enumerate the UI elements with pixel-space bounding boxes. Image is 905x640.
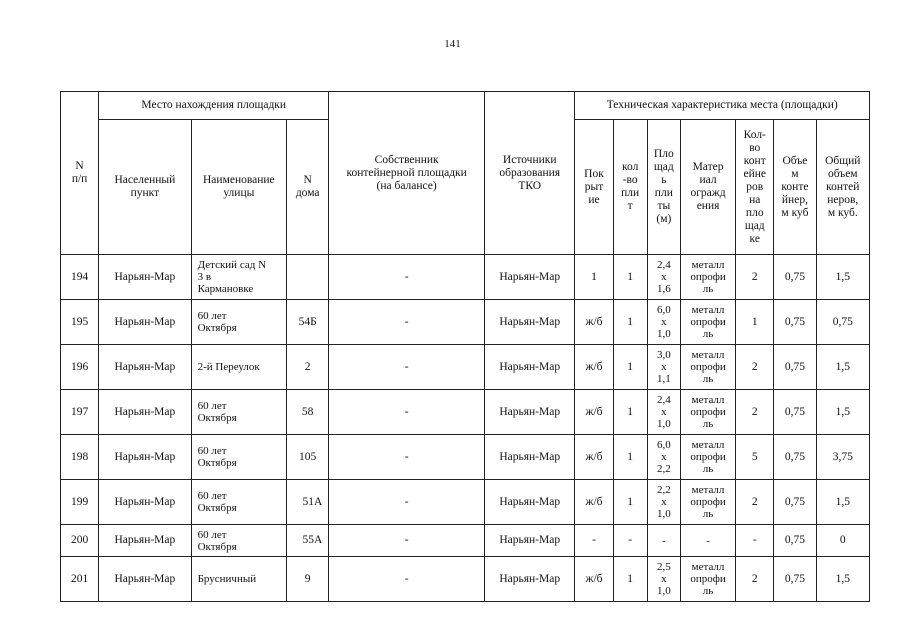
header-tech-group: Техническая характеристика места (площадки) (575, 92, 870, 120)
cell-house: 58 (287, 390, 329, 435)
header-num: N п/п (61, 92, 99, 255)
cell-containers: 2 (736, 345, 774, 390)
cell-house (287, 255, 329, 300)
header-fence-material: Матер иал огражд ения (680, 120, 735, 255)
cell-fence: металл опрофи ль (680, 255, 735, 300)
header-volume: Объе м конте йнер, м куб (774, 120, 816, 255)
cell-source: Нарьян-Мар (485, 255, 575, 300)
cell-fence: металл опрофи ль (680, 300, 735, 345)
cell-area: 2,4 х 1,0 (647, 390, 680, 435)
cell-num: 197 (61, 390, 99, 435)
cell-volume: 0,75 (774, 255, 816, 300)
cell-cover: - (575, 525, 613, 557)
cell-total: 1,5 (816, 255, 869, 300)
table-row (61, 435, 870, 480)
cell-street: 2-й Переулок (191, 345, 286, 390)
cell-fence: металл опрофи ль (680, 480, 735, 525)
table-row (61, 390, 870, 435)
cell-fence: металл опрофи ль (680, 557, 735, 602)
header-slab-area: Пло щад ь пли ты (м) (647, 120, 680, 255)
cell-source: Нарьян-Мар (485, 557, 575, 602)
header-settlement: Населенный пункт (99, 120, 191, 255)
cell-fence: - (680, 525, 735, 557)
cell-volume: 0,75 (774, 300, 816, 345)
cell-owner: - (329, 300, 485, 345)
cell-area: 2,5 х 1,0 (647, 557, 680, 602)
cell-cover: ж/б (575, 390, 613, 435)
cell-street: 60 лет Октября (191, 480, 286, 525)
cell-slabs: 1 (613, 435, 647, 480)
cell-num: 201 (61, 557, 99, 602)
cell-house: 2 (287, 345, 329, 390)
page-number: 141 (444, 38, 461, 50)
cell-containers: 2 (736, 480, 774, 525)
cell-settlement: Нарьян-Мар (99, 390, 191, 435)
header-location-group: Место нахождения площадки (99, 92, 329, 120)
cell-volume: 0,75 (774, 390, 816, 435)
cell-total: 1,5 (816, 345, 869, 390)
cell-owner: - (329, 345, 485, 390)
cell-settlement: Нарьян-Мар (99, 345, 191, 390)
cell-slabs: 1 (613, 480, 647, 525)
cell-settlement: Нарьян-Мар (99, 480, 191, 525)
cell-num: 198 (61, 435, 99, 480)
cell-containers: - (736, 525, 774, 557)
table-row (61, 345, 870, 390)
cell-slabs: 1 (613, 557, 647, 602)
cell-source: Нарьян-Мар (485, 345, 575, 390)
cell-total: 0,75 (816, 300, 869, 345)
cell-cover: ж/б (575, 480, 613, 525)
cell-street: 60 лет Октября (191, 435, 286, 480)
cell-total: 0 (816, 525, 869, 557)
table-row (61, 557, 870, 602)
cell-num: 195 (61, 300, 99, 345)
cell-street: 60 лет Октября (191, 390, 286, 435)
cell-containers: 2 (736, 557, 774, 602)
cell-volume: 0,75 (774, 345, 816, 390)
cell-volume: 0,75 (774, 557, 816, 602)
cell-owner: - (329, 390, 485, 435)
cell-volume: 0,75 (774, 480, 816, 525)
header-sources: Источники образования ТКО (485, 92, 575, 255)
cell-area: - (647, 525, 680, 557)
cell-slabs: 1 (613, 300, 647, 345)
header-slabs-count: кол -во пли т (613, 120, 647, 255)
cell-total: 3,75 (816, 435, 869, 480)
cell-house: 9 (287, 557, 329, 602)
cell-house: 105 (287, 435, 329, 480)
cell-source: Нарьян-Мар (485, 480, 575, 525)
cell-owner: - (329, 525, 485, 557)
cell-num: 196 (61, 345, 99, 390)
cell-house: 55А (287, 525, 329, 557)
cell-street: 60 лет Октября (191, 300, 286, 345)
cell-cover: 1 (575, 255, 613, 300)
cell-street: Брусничный (191, 557, 286, 602)
cell-total: 1,5 (816, 390, 869, 435)
cell-house: 54Б (287, 300, 329, 345)
cell-volume: 0,75 (774, 435, 816, 480)
cell-settlement: Нарьян-Мар (99, 255, 191, 300)
cell-cover: ж/б (575, 300, 613, 345)
cell-settlement: Нарьян-Мар (99, 435, 191, 480)
cell-house: 51А (287, 480, 329, 525)
table-row (61, 525, 870, 557)
cell-street: Детский сад N 3 в Кармановке (191, 255, 286, 300)
cell-fence: металл опрофи ль (680, 435, 735, 480)
header-cover: Пок рыт ие (575, 120, 613, 255)
cell-street: 60 лет Октября (191, 525, 286, 557)
cell-area: 6,0 х 2,2 (647, 435, 680, 480)
cell-settlement: Нарьян-Мар (99, 557, 191, 602)
cell-slabs: - (613, 525, 647, 557)
cell-settlement: Нарьян-Мар (99, 300, 191, 345)
table-row (61, 300, 870, 345)
header-street: Наименование улицы (191, 120, 286, 255)
cell-num: 200 (61, 525, 99, 557)
cell-num: 194 (61, 255, 99, 300)
cell-source: Нарьян-Мар (485, 300, 575, 345)
cell-containers: 2 (736, 390, 774, 435)
cell-num: 199 (61, 480, 99, 525)
cell-slabs: 1 (613, 345, 647, 390)
cell-slabs: 1 (613, 390, 647, 435)
cell-cover: ж/б (575, 345, 613, 390)
cell-containers: 2 (736, 255, 774, 300)
header-containers-count: Кол- во конт ейне ров на пло щад ке (736, 120, 774, 255)
table-row (61, 255, 870, 300)
cell-cover: ж/б (575, 557, 613, 602)
cell-source: Нарьян-Мар (485, 525, 575, 557)
cell-area: 2,4 х 1,6 (647, 255, 680, 300)
cell-source: Нарьян-Мар (485, 390, 575, 435)
header-total-volume: Общий объем контей неров, м куб. (816, 120, 869, 255)
cell-cover: ж/б (575, 435, 613, 480)
cell-owner: - (329, 557, 485, 602)
cell-owner: - (329, 480, 485, 525)
cell-owner: - (329, 255, 485, 300)
cell-volume: 0,75 (774, 525, 816, 557)
cell-total: 1,5 (816, 557, 869, 602)
cell-fence: металл опрофи ль (680, 390, 735, 435)
cell-source: Нарьян-Мар (485, 435, 575, 480)
header-owner: Собственник контейнерной площадки (на балансе) (329, 92, 485, 255)
cell-slabs: 1 (613, 255, 647, 300)
cell-area: 3,0 х 1,1 (647, 345, 680, 390)
cell-owner: - (329, 435, 485, 480)
cell-fence: металл опрофи ль (680, 345, 735, 390)
cell-area: 2,2 х 1,0 (647, 480, 680, 525)
cell-settlement: Нарьян-Мар (99, 525, 191, 557)
cell-containers: 1 (736, 300, 774, 345)
table-row (61, 480, 870, 525)
cell-area: 6,0 х 1,0 (647, 300, 680, 345)
container-sites-table (60, 91, 870, 602)
cell-total: 1,5 (816, 480, 869, 525)
cell-containers: 5 (736, 435, 774, 480)
header-house: N дома (287, 120, 329, 255)
